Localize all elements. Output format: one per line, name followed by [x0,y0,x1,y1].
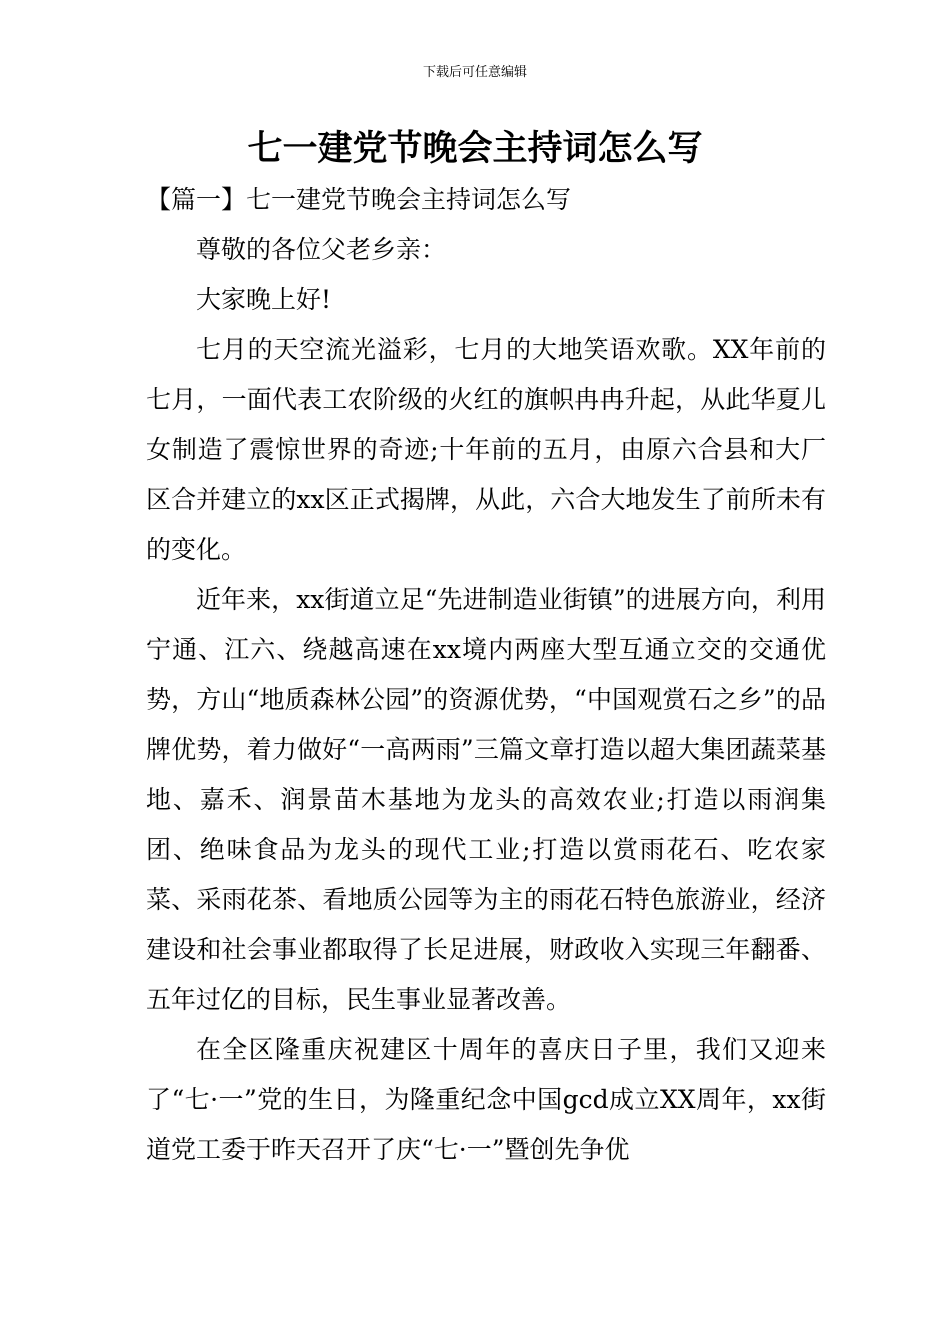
paragraph-salutation: 尊敬的各位父老乡亲： [196,235,447,264]
paragraph-celebration: 在全区隆重庆祝建区十周年的喜庆日子里，我们又迎来了“七·一”党的生日，为隆重纪念中国gcd成立XX周年，xx街道党工委于昨天召开了庆“七·一”暨创先争优 [146,1035,826,1164]
paragraph-development: 近年来，xx街道立足“先进制造业街镇”的进展方向，利用宁通、江六、绕越高速在xx境内两座大型互通立交的交通优势，方山“地质森林公园”的资源优势，“中国观赏石之乡”的品牌优势，着力做好“一高两雨”三篇文章打造以超大集团蔬菜基地、嘉禾、润景苗木基地为龙头的高效农业;打造以雨润集团、绝味食品为龙头的现代工业;打造以赏雨花石、吃农家菜、采雨花茶、看地质公园等为主的雨花石特色旅游业，经济建设和社会事业都取得了长足进展，财政收入实现三年翻番、五年过亿的目标，民生事业显著改善。 [146,585,826,1014]
document-body [146,175,826,1175]
document-title: 七一建党节晚会主持词怎么写 [247,129,703,169]
paragraph-intro: 七月的天空流光溢彩，七月的大地笑语欢歌。XX年前的七月，一面代表工农阶级的火红的旗帜冉冉升起，从此华夏儿女制造了震惊世界的奇迹;十年前的五月，由原六合县和大厂区合并建立的xx区正式揭牌，从此，六合大地发生了前所未有的变化。 [146,335,826,564]
paragraph-greeting: 大家晚上好! [196,285,332,314]
section-heading: 【篇一】七一建党节晚会主持词怎么写 [146,185,572,214]
header-note: 下载后可任意编辑 [422,65,527,80]
